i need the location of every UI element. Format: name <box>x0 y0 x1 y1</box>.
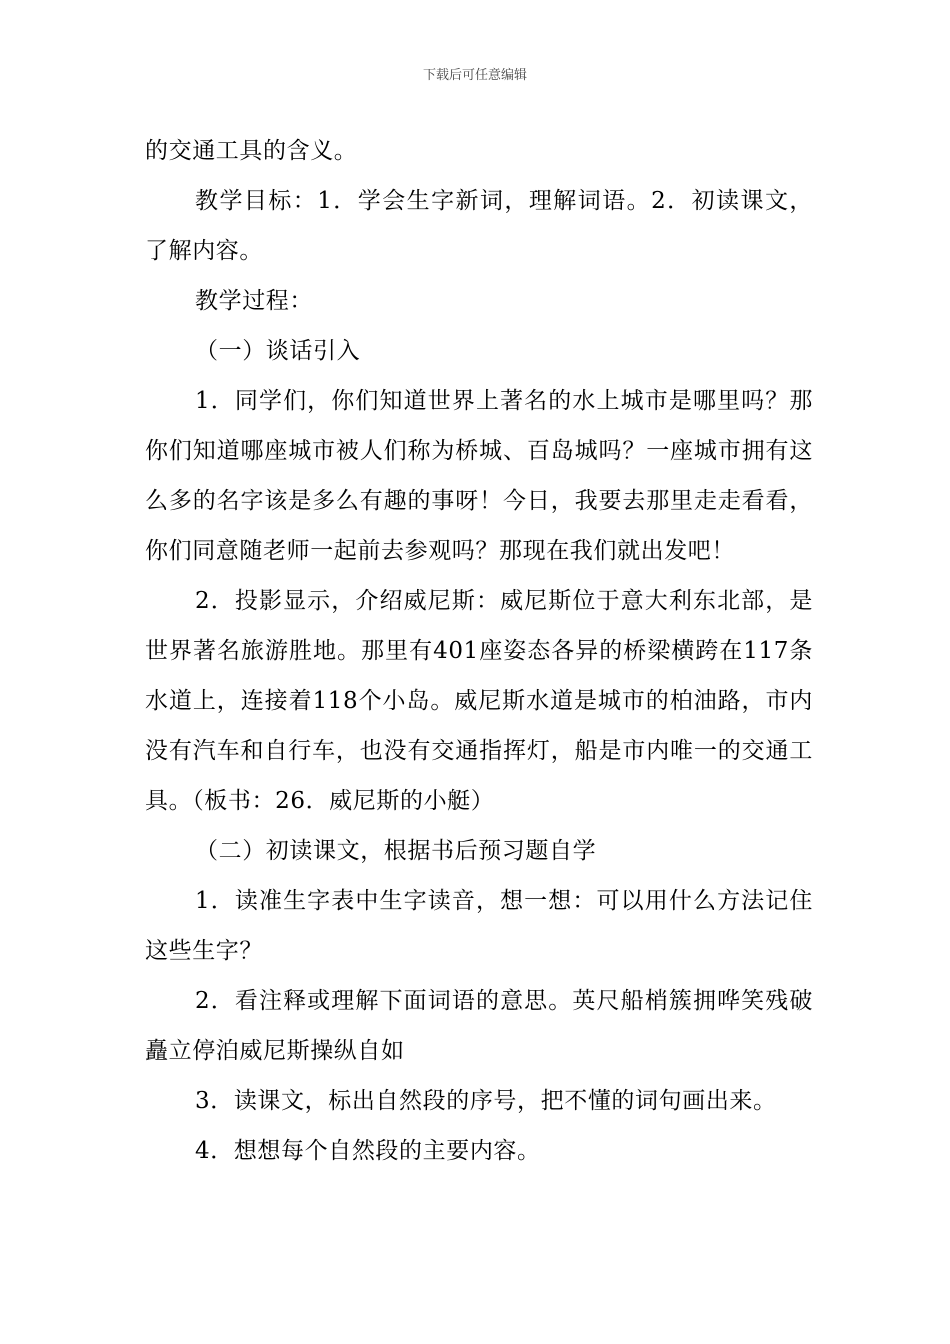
section-heading-reading: （二）初读课文，根据书后预习题自学 <box>195 838 597 864</box>
paragraph-reading-1: 1．读准生字表中生字读音，想一想：可以用什么方法记住这些生字？ <box>145 888 813 964</box>
paragraph-intro-2: 2．投影显示，介绍威尼斯：威尼斯位于意大利东北部，是世界著名旅游胜地。那里有401座姿态各异的桥梁横跨在117条水道上，连接着118个小岛。威尼斯水道是城市的柏油路，市内没有汽车和自行车，也没有交通指挥灯，船是市内唯一的交通工具。（板书：26．威尼斯的小艇） <box>145 588 813 814</box>
paragraph-reading-3: 3．读课文，标出自然段的序号，把不懂的词句画出来。 <box>195 1088 777 1114</box>
document-body <box>145 126 813 1176</box>
paragraph-reading-4: 4．想想每个自然段的主要内容。 <box>195 1138 541 1164</box>
paragraph-teaching-goals: 教学目标：1．学会生字新词，理解词语。2．初读课文，了解内容。 <box>145 188 813 264</box>
paragraph-reading-2: 2．看注释或理解下面词语的意思。英尺船梢簇拥哗笑残破矗立停泊威尼斯操纵自如 <box>145 988 813 1064</box>
paragraph-intro-1: 1．同学们，你们知道世界上著名的水上城市是哪里吗？那你们知道哪座城市被人们称为桥城、百岛城吗？一座城市拥有这么多的名字该是多么有趣的事呀！今日，我要去那里走走看看，你们同意随老师一起前去参观吗？那现在我们就出发吧！ <box>145 388 813 564</box>
paragraph-1: 的交通工具的含义。 <box>145 138 358 164</box>
paragraph-teaching-process: 教学过程： <box>195 288 313 314</box>
section-heading-intro: （一）谈话引入 <box>195 338 361 364</box>
page-header: 下载后可任意编辑 <box>422 68 527 83</box>
